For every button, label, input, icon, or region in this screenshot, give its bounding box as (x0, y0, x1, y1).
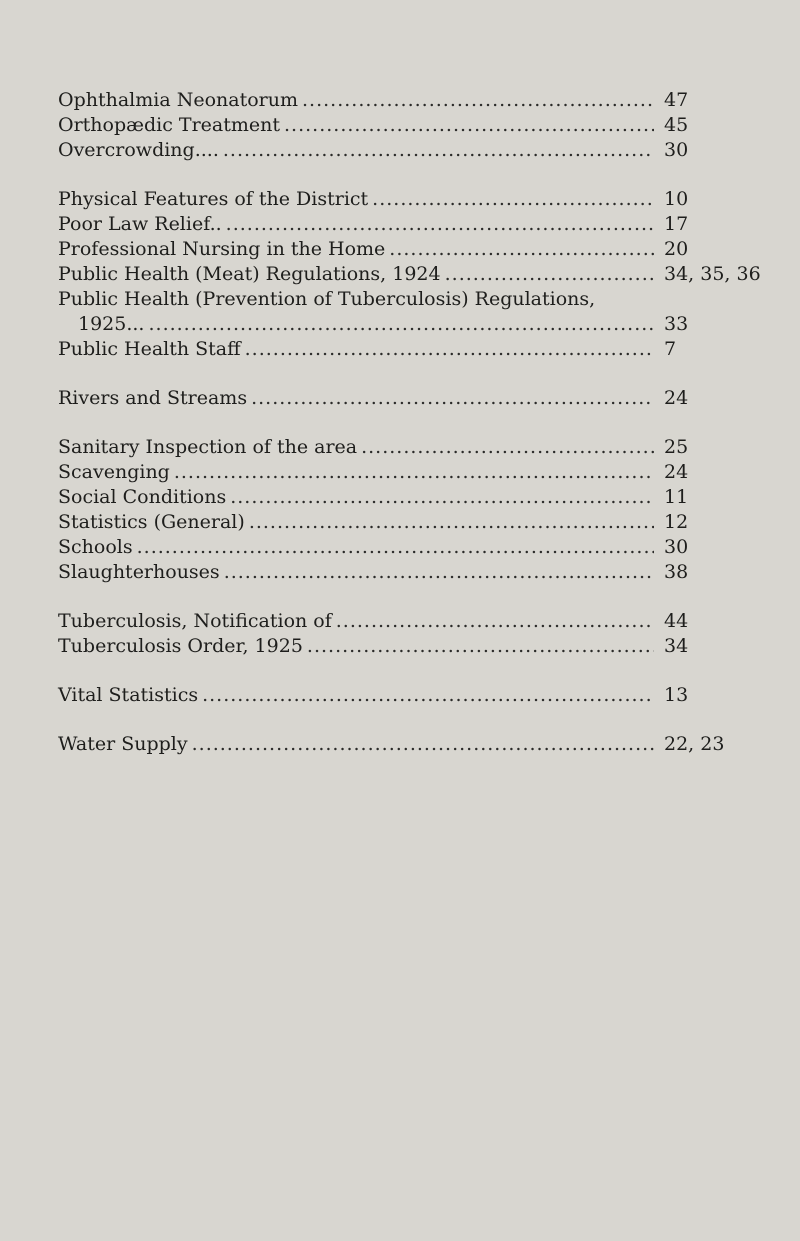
entry-page-number: 33 (664, 313, 689, 335)
leader-dots (249, 510, 654, 535)
index-group-o (58, 88, 800, 163)
leader-dots (302, 88, 654, 113)
index-entry (58, 560, 800, 585)
index-group-v (58, 683, 800, 708)
entry-page-number: 34, 35, 36 (664, 263, 761, 285)
leader-dots (251, 386, 654, 411)
entry-label: Overcrowding.... (58, 139, 219, 161)
entry-label: Ophthalmia Neonatorum (58, 89, 298, 111)
entry-label: Physical Features of the District (58, 188, 369, 210)
entry-label: Rivers and Streams (58, 387, 248, 409)
index-entry (58, 138, 800, 163)
index-entry (58, 609, 800, 634)
leader-dots (284, 113, 654, 138)
leader-dots (202, 683, 654, 708)
leader-dots (336, 609, 654, 634)
entry-label: Tuberculosis Order, 1925 (58, 635, 303, 657)
entry-page-number: 38 (664, 561, 689, 583)
index-entry-continuation (58, 312, 800, 337)
index-entry (58, 510, 800, 535)
index-entry (58, 337, 800, 362)
entry-page-number: 20 (664, 238, 689, 260)
entry-label: Vital Statistics (58, 684, 199, 706)
leader-dots (174, 460, 654, 485)
leader-dots (192, 732, 654, 757)
leader-dots (389, 237, 654, 262)
index-group-t (58, 609, 800, 659)
index-entry (58, 435, 800, 460)
index-group-w (58, 732, 800, 757)
leader-dots (230, 485, 654, 510)
leader-dots (372, 187, 654, 212)
leader-dots (361, 435, 654, 460)
index-entry (58, 732, 800, 757)
index-entry (58, 634, 800, 659)
leader-dots (226, 212, 654, 237)
index-entry (58, 485, 800, 510)
index-entry (58, 535, 800, 560)
entry-label: Tuberculosis, Notification of (58, 610, 332, 632)
entry-page-number: 25 (664, 436, 689, 458)
index-group-p (58, 187, 800, 362)
index-entry (58, 287, 800, 312)
entry-label: Public Health Staff (58, 338, 241, 360)
index-entry (58, 683, 800, 708)
entry-label: Water Supply (58, 733, 188, 755)
entry-page-number: 12 (664, 511, 689, 533)
entry-page-number: 44 (664, 610, 689, 632)
index-entry (58, 262, 800, 287)
index-entry (58, 237, 800, 262)
entry-label: Schools (58, 536, 133, 558)
entry-page-number: 17 (664, 213, 689, 235)
index-entry (58, 113, 800, 138)
leader-dots (148, 312, 654, 337)
entry-page-number: 10 (664, 188, 689, 210)
entry-label: Sanitary Inspection of the area (58, 436, 358, 458)
entry-label: Professional Nursing in the Home (58, 238, 386, 260)
entry-page-number: 45 (664, 114, 689, 136)
index-entry (58, 212, 800, 237)
leader-dots (307, 634, 654, 659)
entry-page-number: 11 (664, 486, 689, 508)
entry-page-number: 30 (664, 536, 689, 558)
index-entry (58, 386, 800, 411)
entry-page-number: 30 (664, 139, 689, 161)
entry-page-number: 7 (664, 338, 677, 360)
entry-page-number: 22, 23 (664, 733, 725, 755)
entry-label: Poor Law Relief.. (58, 213, 222, 235)
index-entry (58, 460, 800, 485)
entry-label: Statistics (General) (58, 511, 245, 533)
leader-dots (137, 535, 654, 560)
entry-label: Public Health (Prevention of Tuberculosis) Regulations, (58, 288, 596, 310)
leader-dots (223, 138, 654, 163)
entry-label: Social Conditions (58, 486, 227, 508)
entry-page-number: 47 (664, 89, 689, 111)
entry-label: Scavenging (58, 461, 170, 483)
entry-page-number: 24 (664, 461, 689, 483)
entry-label: Public Health (Meat) Regulations, 1924 (58, 263, 441, 285)
leader-dots (245, 337, 654, 362)
leader-dots (224, 560, 654, 585)
entry-continuation-label: 1925... (78, 313, 145, 335)
entry-page-number: 13 (664, 684, 689, 706)
entry-page-number: 24 (664, 387, 689, 409)
index-group-r (58, 386, 800, 411)
entry-label: Orthopædic Treatment (58, 114, 281, 136)
index-page (58, 88, 800, 781)
entry-page-number: 34 (664, 635, 689, 657)
entry-label: Slaughterhouses (58, 561, 220, 583)
index-entry (58, 187, 800, 212)
index-entry (58, 88, 800, 113)
leader-dots (445, 262, 654, 287)
index-group-s (58, 435, 800, 585)
